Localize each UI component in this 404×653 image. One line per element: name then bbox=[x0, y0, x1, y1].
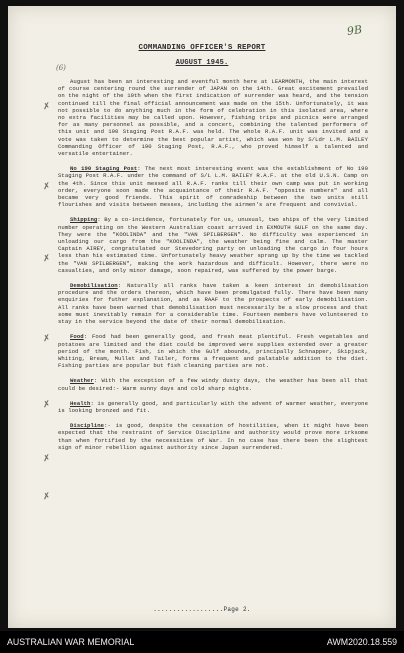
paragraph-text: is generally good, and particularly with the advent of warmer weather, everyone is looking bronzed and fit. bbox=[58, 399, 368, 414]
paragraph-text: Food had been generally good, and fresh meat plentiful. Fresh vegetables and potatoes are limited and the diet could be improved were supplies extended over a greater period of the month. Fish, in which the Gulf abounds, principally Schnapper, Skipjack, Whiting, Bream, Mullet and Tailer, forms a frequent and palatable addition to the diet. Fishing parties are popular but fish cleaning parties are not. bbox=[58, 333, 368, 370]
paragraph: Weather: With the exception of a few windy dusty days, the weather has been all that could be desired:- Warm sunny days and cold sharp nights. bbox=[58, 377, 368, 392]
section-heading: Shipping bbox=[70, 216, 98, 224]
archive-footer-bar bbox=[0, 631, 404, 653]
report-date: AUGUST 1945. bbox=[175, 59, 229, 67]
section-heading: No 190 Staging Post bbox=[70, 165, 138, 173]
section-heading: Food bbox=[70, 333, 84, 341]
paragraph: Discipline:- is good, despite the cessation of hostilities, when it might have been expected that the restraint of Service Discipline and authority would prove more irksome than when fortified by the necessities of War. In no case has there been the slightest sign of minor rebellion against authority since Japan surrendered. bbox=[58, 422, 368, 451]
margin-mark: ✗ bbox=[42, 181, 52, 193]
paragraph: No 190 Staging Post: The next most interesting event was the establishment of No 190 Staging Post R.A.F. under the command of S/L L.M. BAILEY R.A.F. at the old U.S.N. Camp on the 4th. Since this unit messed all R.A.F. ranks till their own camp was put in working order, everyone soon made the acquaintance of their R.A.F. "opposite numbers" and all became very good friends. This spirit of comradeship between the two units still flourishes and visits between messes, including the airmen's are frequent and convivial. bbox=[58, 165, 368, 209]
archive-reference: AWM2020.18.559 bbox=[326, 637, 397, 647]
paragraph: Demobilisation: Naturally all ranks have taken a keen interest in demobilisation procedure and the orders thereon, which have been promulgated fully. There have been many enquiries for futher explanation, and as RAAF to the prospects of early demobilisation. All ranks have been warned that demobilisation must necessarily be a slow process and that some must inevitably remain for a considerable time. Fourteen members have volunteered to stay in the service beyond the date of their normal demobilisation. bbox=[58, 282, 368, 326]
section-heading: Discipline bbox=[70, 422, 105, 430]
section-heading: Demobilisation bbox=[70, 282, 118, 290]
handwritten-page-number: (6) bbox=[56, 64, 66, 72]
margin-mark: ✗ bbox=[42, 453, 52, 465]
paragraph-text: The next most interesting event was the establishment of No 190 Staging Post R.A.F. under the command of S/L L.M. BAILEY R.A.F. at the old U.S.N. Camp on the 4th. Since this unit messed all R.A.F. ranks till their own camp was put in working order, everyone soon made the acquaintance of their R.A.F. "opposite numbers" and all became very good friends. This spirit of comradeship between the two units still flourishes and visits between messes, including the airmen's are frequent and convivial. bbox=[58, 165, 368, 209]
document-page bbox=[8, 6, 396, 628]
margin-mark: ✗ bbox=[42, 333, 52, 345]
margin-mark: ✗ bbox=[42, 101, 52, 113]
paragraph-text: By a co-incidence, fortunately for us, unusual, two ships of the very limited number operating on the Western Australian coast arrived in EXMOUTH GULF on the same day. They were the "KOOLINDA" and the "VAN SPILBERGEN". No difficulty was experienced in unloading our cargo from the "KOOLINDA", the weather being fine and calm. The master Captain AIREY, congratulated our Stevedoring party on unloading the cargo in four hours less than his estimated time. Unfortunately heavy weather sprang up by the time we tackled the "VAN SPILBERGEN", making the work hazardous and difficult. However, there were no casualties, and only minor damage, soon repaired, was suffered by the power barge. bbox=[58, 216, 368, 274]
paragraph: Food: Food had been generally good, and fresh meat plentiful. Fresh vegetables and potatoes are limited and the diet could be improved were supplies extended over a greater period of the month. Fish, in which the Gulf abounds, principally Schnapper, Skipjack, Whiting, Bream, Mullet and Tailer, forms a frequent and palatable addition to the diet. Fishing parties are popular but fish cleaning parties are not. bbox=[58, 333, 368, 370]
handwritten-annotation: 9B bbox=[346, 23, 363, 38]
paragraph-text: is good, despite the cessation of hostilities, when it might have been expected that the restraint of Service Discipline and authority would prove more irksome than when fortified by the necessities of War. In no case has there been the slightest sign of minor rebellion against authority since Japan surrendered. bbox=[58, 422, 368, 451]
margin-mark: ✗ bbox=[42, 399, 52, 411]
report-body bbox=[58, 78, 368, 459]
paragraph-text: August has been an interesting and eventful month here at LEARMONTH, the main interest of course centering round the surrender of JAPAN on the 14th. Great excitement prevailed on the night of the 10th when the first indication of surrender was heard, and the tension continued till the final official announcement was made on the 15th. Unfortunately, it was not possible to do anything much in the form of celebration in this isolated area, where no extra facilities may be called upon. However, fishing trips and picnics were arranged for as many personnel as possible, and a concert, combining the talented performers of this unit and 190 Staging Post R.A.F. was held. The whole R.A.F. unit was invited and a vote was taken to determine the best popular artist, which was won by S/Ldr L.M. BAILEY Commanding Officer of 190 Staging Post, R.A.F., who proved himself a talented and versatile entertainer. bbox=[58, 78, 368, 158]
page-continuation: ..................Page 2. bbox=[153, 606, 251, 613]
paragraph: Health: is generally good, and particularly with the advent of warmer weather, everyone is looking bronzed and fit. bbox=[58, 399, 368, 414]
report-title: COMMANDING OFFICER'S REPORT bbox=[138, 44, 266, 52]
margin-mark: ✗ bbox=[42, 491, 52, 503]
margin-mark: ✗ bbox=[42, 253, 52, 265]
paragraph-text: With the exception of a few windy dusty days, the weather has been all that could be desired:- Warm sunny days and cold sharp nights. bbox=[58, 377, 368, 392]
archive-name: AUSTRALIAN WAR MEMORIAL bbox=[7, 637, 135, 647]
paragraph: Shipping: By a co-incidence, fortunately for us, unusual, two ships of the very limited number operating on the Western Australian coast arrived in EXMOUTH GULF on the same day. They were the "KOOLINDA" and the "VAN SPILBERGEN". No difficulty was experienced in unloading our cargo from the "KOOLINDA", the weather being fine and calm. The master Captain AIREY, congratulated our Stevedoring party on unloading the cargo in four hours less than his estimated time. Unfortunately heavy weather sprang up by the time we tackled the "VAN SPILBERGEN", making the work hazardous and difficult. However, there were no casualties, and only minor damage, soon repaired, was suffered by the power barge. bbox=[58, 216, 368, 274]
paragraph-text: Naturally all ranks have taken a keen interest in demobilisation procedure and the orders thereon, which have been promulgated fully. There have been many enquiries for futher explanation, and as RAAF to the prospects of early demobilisation. All ranks have been warned that demobilisation must necessarily be a slow process and that some must inevitably remain for a considerable time. Fourteen members have volunteered to stay in the service beyond the date of their normal demobilisation. bbox=[58, 282, 368, 326]
section-heading: Health bbox=[70, 399, 91, 407]
section-heading: Weather bbox=[70, 377, 94, 385]
paragraph bbox=[58, 78, 368, 157]
